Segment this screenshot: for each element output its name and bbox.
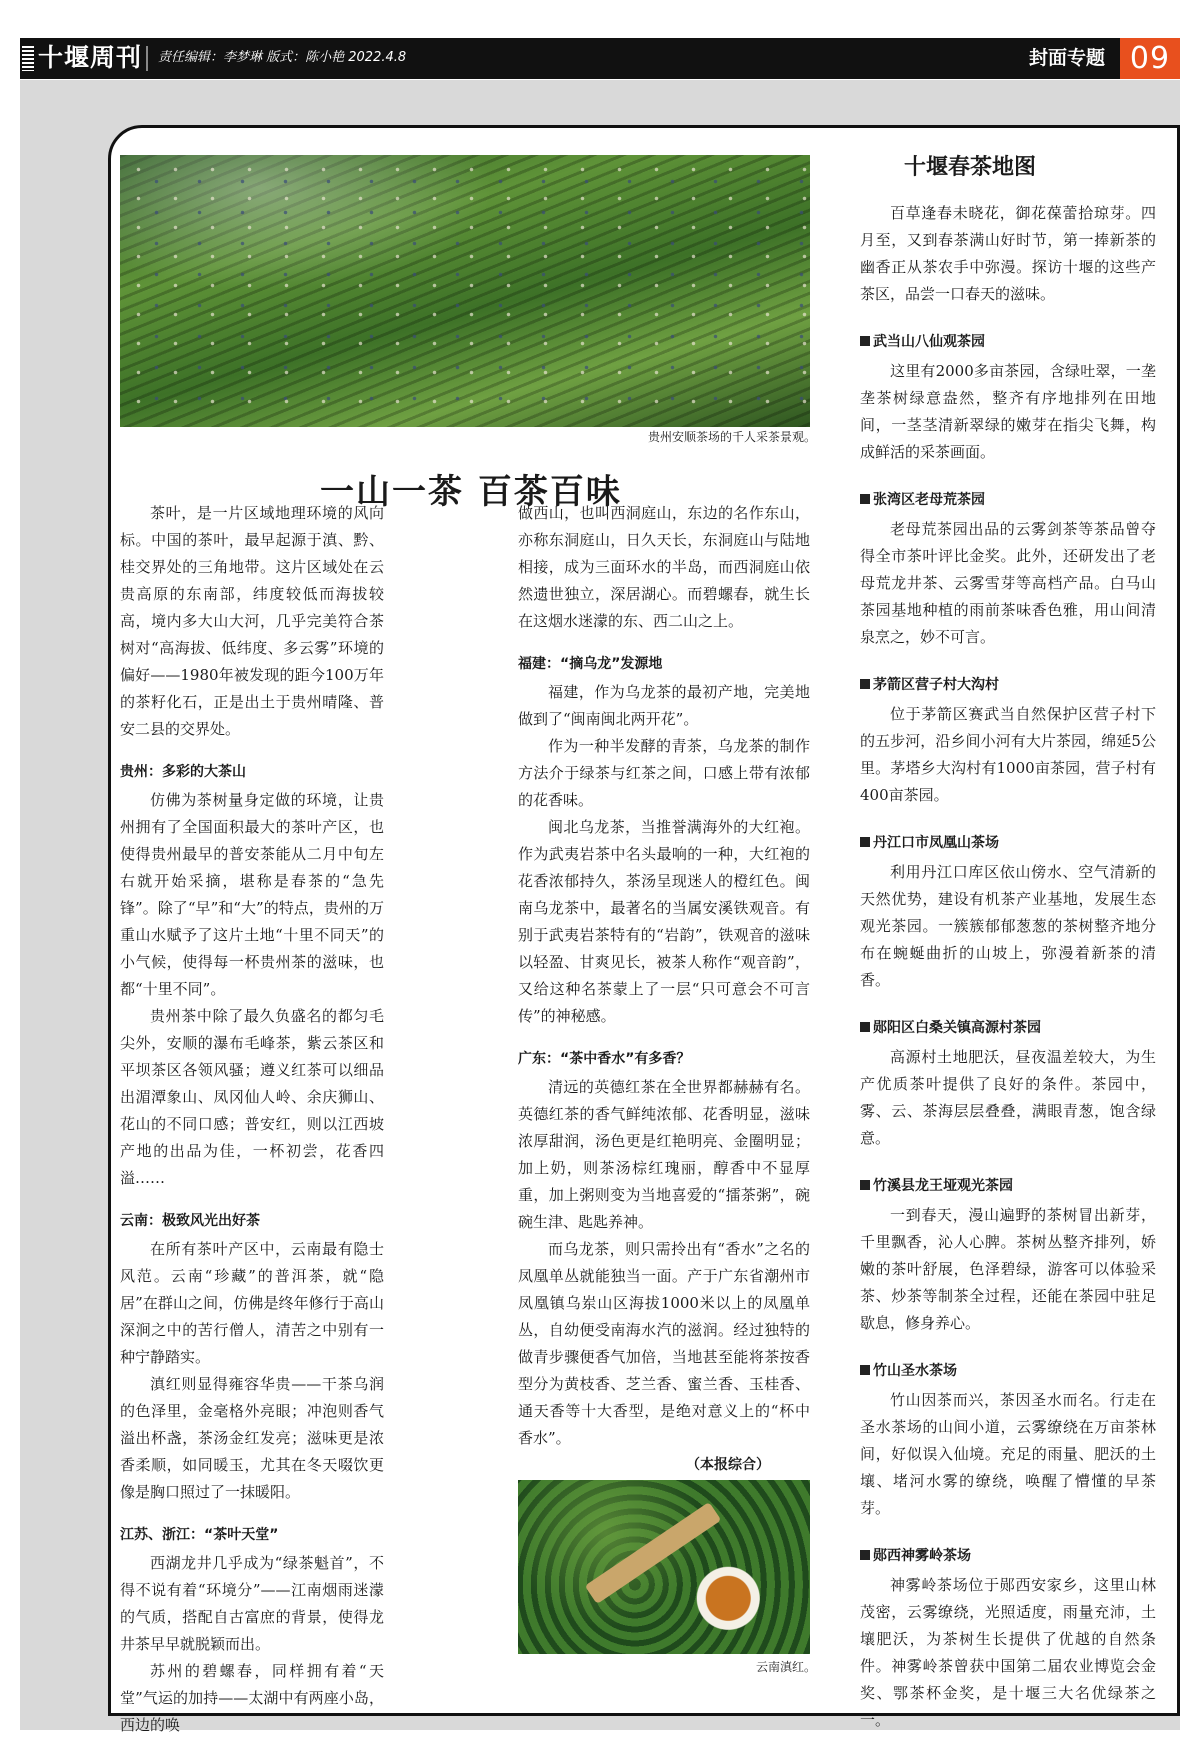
yunnan-paragraph-1: 在所有茶叶产区中，云南最有隐士风范。云南“珍藏”的普洱茶，就“隐居”在群山之间，仿佛是终年修行于高山深涧之中的苦行僧人，清苦之中别有一种宁静踏实。 [120, 1240, 384, 1366]
fujian-paragraph-1: 福建，作为乌龙茶的最初产地，完美地做到了“闽南闽北两开花”。 [518, 683, 810, 728]
sidebar-item-name: 郧阳区白桑关镇高源村茶园 [873, 1020, 1041, 1036]
section-heading-fujian: 福建：“摘乌龙”发源地 [518, 656, 663, 672]
tea-field-photo [120, 155, 810, 427]
guangdong-paragraph-2: 而乌龙茶，则只需拎出有“香水”之名的凤凰单丛就能独当一面。产于广东省潮州市凤凰镇乌岽山区海拔1000米以上的凤凰单丛，自幼便受南海水汽的滋润。经过独特的做青步骤便香气加倍，当地甚至能将茶按香型分为黄枝香、芝兰香、蜜兰香、玉桂香、通天香等十大香型，是绝对意义上的“杯中香水”。 [518, 1240, 810, 1447]
article-byline: （本报综合） [686, 1457, 770, 1473]
sidebar-item-name: 竹溪县龙王垭观光茶园 [873, 1178, 1013, 1194]
fujian-paragraph-2: 作为一种半发酵的青茶，乌龙茶的制作方法介于绿茶与红茶之间，口感上带有浓郁的花香味。 [518, 737, 810, 809]
square-bullet-icon [860, 1365, 870, 1375]
sidebar-item-text: 位于茅箭区赛武当自然保护区营子村下的五步河，沿乡间小河有大片茶园，绵延5公里。茅塔乡大沟村有1000亩茶园，营子村有400亩茶园。 [860, 705, 1156, 804]
sidebar-item-name: 茅箭区营子村大沟村 [873, 677, 999, 693]
section-heading-guizhou: 贵州：多彩的大茶山 [120, 764, 246, 780]
page-number: 09 [1120, 38, 1180, 79]
sidebar-intro: 百草逢春未晓花，御花葆蕾拾琼芽。四月至，又到春茶满山好时节，第一捧新茶的幽香正从茶农手中弥漫。探访十堰的这些产茶区，品尝一口春天的滋味。 [860, 204, 1156, 303]
sidebar-item-6 [860, 1176, 1156, 1337]
sidebar-item-2 [860, 490, 1156, 651]
article-column-1 [120, 500, 384, 1739]
sidebar-item-name: 张湾区老母荒茶园 [873, 492, 985, 508]
sidebar-item-text: 一到春天，漫山遍野的茶树冒出新芽，千里飘香，沁人心脾。茶树丛整齐排列，娇嫩的茶叶舒展，色泽碧绿，游客可以体验采茶、炒茶等制茶全过程，还能在茶园中驻足歇息，修身养心。 [860, 1206, 1156, 1332]
tea-tray-shape [585, 1502, 722, 1604]
square-bullet-icon [860, 1180, 870, 1190]
fujian-paragraph-3: 闽北乌龙茶，当推誉满海外的大红袍。作为武夷岩茶中名头最响的一种，大红袍的花香浓郁持久，茶汤呈现迷人的橙红色。闽南乌龙茶中，最著名的当属安溪铁观音。有别于武夷岩茶特有的“岩韵”，铁观音的滋味以轻盈、甘爽见长，被茶人称作“观音韵”，又给这种名茶蒙上了一层“只可意会不可言传”的神秘感。 [518, 818, 810, 1025]
sidebar-item-8 [860, 1546, 1156, 1734]
masthead-title: 十堰周刊 [38, 43, 143, 72]
dianhong-tea-photo [518, 1480, 810, 1654]
tea-pickers-texture [120, 155, 810, 427]
square-bullet-icon [860, 837, 870, 847]
sidebar-item-text: 高源村土地肥沃，昼夜温差较大，为生产优质茶叶提供了良好的条件。茶园中，雾、云、茶海层层叠叠，满眼青葱，饱含绿意。 [860, 1048, 1156, 1147]
page-header [20, 38, 1180, 79]
continued-paragraph: 做西山，也叫西洞庭山，东边的名作东山，亦称东洞庭山，日久天长，东洞庭山与陆地相接，成为三面环水的半岛，而西洞庭山依然遗世独立，深居湖心。而碧螺春，就生长在这烟水迷濛的东、西二山之上。 [518, 504, 810, 630]
sidebar-item-text: 老母荒茶园出品的云雾剑茶等茶品曾夺得全市茶叶评比金奖。此外，还研发出了老母荒龙井茶、云雾雪芽等高档产品。白马山茶园基地种植的雨前茶味香色雅，用山间清泉烹之，妙不可言。 [860, 520, 1156, 646]
section-name: 封面专题 [1028, 47, 1105, 69]
sidebar-item-1 [860, 332, 1156, 466]
guizhou-paragraph-2: 贵州茶中除了最久负盛名的都匀毛尖外，安顺的瀑布毛峰茶，紫云茶区和平坝茶区各领风骚；遵义红茶可以细品出湄潭象山、凤冈仙人岭、余庆狮山、花山的不同口感；普安红，则以江西坡产地的出品为佳，一杯初尝，花香四溢…… [120, 1007, 384, 1187]
editor-credits: 责任编辑：李梦琳 版式：陈小艳 2022.4.8 [158, 50, 407, 65]
header-divider [146, 46, 148, 71]
article-title: 一山一茶 百茶百味 [320, 472, 622, 512]
section-heading-yunnan: 云南：极致风光出好茶 [120, 1213, 260, 1229]
square-bullet-icon [860, 336, 870, 346]
sidebar-item-text: 神雾岭茶场位于郧西安家乡，这里山林茂密，云雾缭绕，光照适度，雨量充沛，土壤肥沃，为茶树生长提供了优越的自然条件。神雾岭茶曾获中国第二届农业博览会金奖、鄂茶杯金奖，是十堰三大名优绿茶之一。 [860, 1576, 1156, 1729]
sidebar-item-text: 利用丹江口库区依山傍水、空气清新的天然优势，建设有机茶产业基地，发展生态观光茶园。一簇簇郁郁葱葱的茶树整齐地分布在蜿蜒曲折的山坡上，弥漫着新茶的清香。 [860, 863, 1156, 989]
section-heading-guangdong: 广东：“茶中香水”有多香？ [518, 1051, 691, 1067]
dianhong-caption: 云南滇红。 [755, 1660, 816, 1674]
masthead-logo-icon [22, 46, 34, 71]
guizhou-paragraph-1: 仿佛为茶树量身定做的环境，让贵州拥有了全国面积最大的茶叶产区，也使得贵州最早的普安茶能从二月中旬左右就开始采摘，堪称是春茶的“急先锋”。除了“早”和“大”的特点，贵州的万重山水赋予了这片土地“十里不同天”的小气候，使得每一杯贵州茶的滋味，也都“十里不同”。 [120, 791, 384, 998]
square-bullet-icon [860, 679, 870, 689]
tea-field-caption: 贵州安顺茶场的千人采茶景观。 [647, 430, 816, 444]
sidebar-item-name: 武当山八仙观茶园 [873, 334, 985, 350]
sidebar-title: 十堰春茶地图 [903, 154, 1036, 180]
sidebar-item-7 [860, 1361, 1156, 1522]
sidebar-item-name: 郧西神雾岭茶场 [873, 1548, 971, 1564]
guangdong-paragraph-1: 清远的英德红茶在全世界都赫赫有名。英德红茶的香气鲜纯浓郁、花香明显，滋味浓厚甜润，汤色更是红艳明亮、金圈明显；加上奶，则茶汤棕红瑰丽，醇香中不显厚重，加上粥则变为当地喜爱的“擂茶粥”，碗碗生津、匙匙养神。 [518, 1078, 810, 1231]
sidebar-item-text: 竹山因茶而兴，茶因圣水而名。行走在圣水茶场的山间小道，云雾缭绕在万亩茶林间，好似误入仙境。充足的雨量、肥沃的土壤、堵河水雾的缭绕，唤醒了懵懂的早茶芽。 [860, 1391, 1156, 1517]
square-bullet-icon [860, 1022, 870, 1032]
article-column-2 [518, 500, 810, 1478]
jiangzhe-paragraph-2: 苏州的碧螺春，同样拥有着“天堂”气运的加持——太湖中有两座小岛，西边的唤 [120, 1662, 384, 1734]
sidebar-item-text: 这里有2000多亩茶园，含绿吐翠，一垄垄茶树绿意盎然，整齐有序地排列在田地间，一茎茎清新翠绿的嫩芽在指尖飞舞，构成鲜活的采茶画面。 [860, 362, 1156, 461]
square-bullet-icon [860, 494, 870, 504]
sidebar-item-4 [860, 833, 1156, 994]
sidebar-item-name: 竹山圣水茶场 [873, 1363, 957, 1379]
square-bullet-icon [860, 1550, 870, 1560]
intro-paragraph: 茶叶，是一片区域地理环境的风向标。中国的茶叶，最早起源于滇、黔、桂交界处的三角地带。这片区域处在云贵高原的东南部，纬度较低而海拔较高，境内多大山大河，几乎完美符合茶树对“高海拔、低纬度、多云雾”环境的偏好——1980年被发现的距今100万年的茶籽化石，正是出土于贵州晴隆、普安二县的交界处。 [120, 504, 384, 738]
yunnan-paragraph-2: 滇红则显得雍容华贵——干茶乌润的色泽里，金毫格外亮眼；冲泡则香气溢出杯盏，茶汤金红发亮；滋味更是浓香柔顺，如同暖玉，尤其在冬天啜饮更像是胸口照过了一抹暖阳。 [120, 1375, 384, 1501]
sidebar-item-5 [860, 1018, 1156, 1152]
sidebar-item-3 [860, 675, 1156, 809]
sidebar-column [860, 200, 1156, 1734]
jiangzhe-paragraph-1: 西湖龙井几乎成为“绿茶魁首”，不得不说有着“环境分”——江南烟雨迷濛的气质，搭配自古富庶的背景，使得龙井茶早早就脱颖而出。 [120, 1554, 384, 1653]
section-heading-jiangzhe: 江苏、浙江：“茶叶天堂” [120, 1527, 279, 1543]
sidebar-item-name: 丹江口市凤凰山茶场 [873, 835, 999, 851]
